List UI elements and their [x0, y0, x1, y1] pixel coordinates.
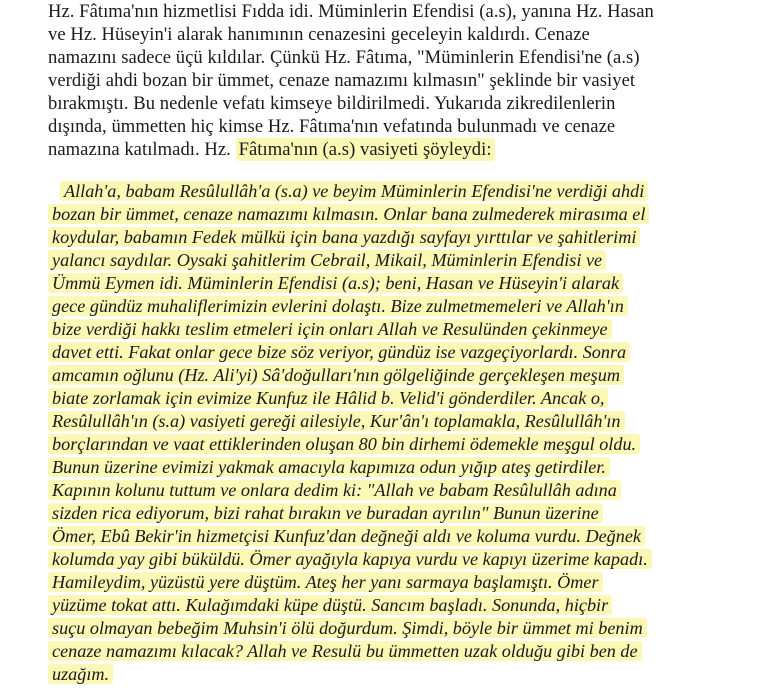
quote-line-10-text: biate zorlamak için evimize Kunfuz ile Hâlid b. Velid'i gönderdiler. Ancak o,: [48, 388, 608, 408]
quote-line-1-text: Allah'a, babam Resûlullâh'a (s.a) ve beyim Müminlerin Efendisi'ne verdiği ahdi: [60, 181, 648, 201]
intro-line-2: ve Hz. Hüseyin'i alarak hanımının cenazesini geceleyin kaldırdı. Cenaze: [48, 24, 590, 45]
quote-line-6: [48, 295, 628, 317]
quote-line-17: [48, 548, 652, 570]
quote-line-22-text: uzağım.: [48, 664, 113, 684]
quote-line-21-text: cenaze namazımı kılacak? Allah ve Resulü bu ümmetten uzak olduğu gibi ben de: [48, 641, 642, 661]
quote-line-8: [48, 341, 630, 363]
quote-line-11: [48, 410, 625, 432]
quote-line-16: [48, 525, 645, 547]
quote-line-5-text: Ümmü Eymen idi. Müminlerin Efendisi (a.s); beni, Hasan ve Hüseyin'i alarak: [48, 273, 623, 293]
quote-line-7: [48, 318, 612, 340]
quote-line-20: [48, 617, 647, 639]
quote-line-7-text: bize verdiği hakkı teslim etmeleri için onları Allah ve Resulünden çekinmeye: [48, 319, 612, 339]
intro-highlighted-phrase: Fâtıma'nın (a.s) vasiyeti şöyleydi:: [236, 138, 495, 161]
quote-line-2-text: bozan bir ümmet, cenaze namazımı kılmasın. Onlar bana zulmederek mirasıma el: [48, 204, 649, 224]
quote-line-1: [60, 180, 648, 202]
quote-line-20-text: suçu olmayan bebeğim Muhsin'i ölü doğurdum. Şimdi, böyle bir ümmet mi benim: [48, 618, 647, 638]
quote-line-9: [48, 364, 624, 386]
intro-line-1: Hz. Fâtıma'nın hizmetlisi Fıdda idi. Müminlerin Efendisi (a.s), yanına Hz. Hasan: [48, 1, 654, 22]
quote-line-10: [48, 387, 608, 409]
quote-line-21: [48, 640, 642, 662]
quote-line-22: [48, 663, 113, 685]
intro-line-5: bırakmıştı. Bu nedenle vefatı kimseye bildirilmedi. Yukarıda zikredilenlerin: [48, 93, 616, 114]
quote-line-6-text: gece gündüz muhaliflerimizin evlerini dolaştı. Bize zulmetmemeleri ve Allah'ın: [48, 296, 628, 316]
quote-line-14-text: Kapının kolunu tuttum ve onlara dedim ki: "Allah ve babam Resûlullâh adına: [48, 480, 621, 500]
quote-line-16-text: Ömer, Ebû Bekir'in hizmetçisi Kunfuz'dan değneği aldı ve koluma vurdu. Değnek: [48, 526, 645, 546]
quote-line-8-text: davet etti. Fakat onlar gece bize söz veriyor, gündüz ise vazgeçiyorlardı. Sonra: [48, 342, 630, 362]
intro-line-7-plain: namazına katılmadı. Hz.: [48, 139, 231, 160]
quote-line-3: [48, 226, 640, 248]
quote-line-18-text: Hamileydim, yüzüstü yere düştüm. Ateş her yanı sarmaya başlamıştı. Ömer: [48, 572, 603, 592]
quote-line-3-text: koydular, babamın Fedek mülkü için bana yazdığı sayfayı yırttılar ve şahitlerimi: [48, 227, 640, 247]
quote-line-14: [48, 479, 621, 501]
intro-line-7: [48, 139, 495, 161]
quote-line-19: [48, 594, 612, 616]
quote-line-4-text: yalancı saydılar. Oysaki şahitlerim Cebrail, Mikail, Müminlerin Efendisi ve: [48, 250, 606, 270]
intro-line-4: verdiği ahdi bozan bir ümmet, cenaze namazımı kılmasın" şeklinde bir vasiyet: [48, 70, 636, 91]
quote-line-19-text: yüzüme tokat attı. Kulağımdaki küpe düştü. Sancım başladı. Sonunda, hiçbir: [48, 595, 612, 615]
quote-line-13: [48, 456, 610, 478]
quote-line-17-text: kolumda yay gibi büküldü. Ömer ayağıyla kapıya vurdu ve kapıyı üzerime kapadı.: [48, 549, 652, 569]
quote-line-12-text: borçlarından ve vaat ettiklerinden oluşan 80 bin dirhemi ödemekle meşgul oldu.: [48, 434, 640, 454]
quote-line-5: [48, 272, 623, 294]
quote-line-11-text: Resûlullâh'ın (s.a) vasiyeti gereği ailesiyle, Kur'ân'ı toplamakla, Resûlullâh'ın: [48, 411, 625, 431]
quote-line-15-text: sizden rica ediyorum, bizi rahat bırakın ve buradan ayrılın" Bunun üzerine: [48, 503, 603, 523]
intro-line-6: dışında, ümmetten hiç kimse Hz. Fâtıma'nın vefatında bulunmadı ve cenaze: [48, 116, 616, 137]
quote-line-2: [48, 203, 649, 225]
intro-line-3: namazını sadece üçü kıldılar. Çünkü Hz. Fâtıma, "Müminlerin Efendisi'ne (a.s): [48, 47, 640, 68]
quote-line-12: [48, 433, 640, 455]
quote-line-9-text: amcamın oğlunu (Hz. Ali'yi) Sâ'doğulları'nın gölgeliğinde gerçekleşen meşum: [48, 365, 624, 385]
quote-line-18: [48, 571, 603, 593]
quote-line-13-text: Bunun üzerine evimizi yakmak amacıyla kapımıza odun yığıp ateş getirdiler.: [48, 457, 610, 477]
quote-line-15: [48, 502, 603, 524]
quote-line-4: [48, 249, 606, 271]
